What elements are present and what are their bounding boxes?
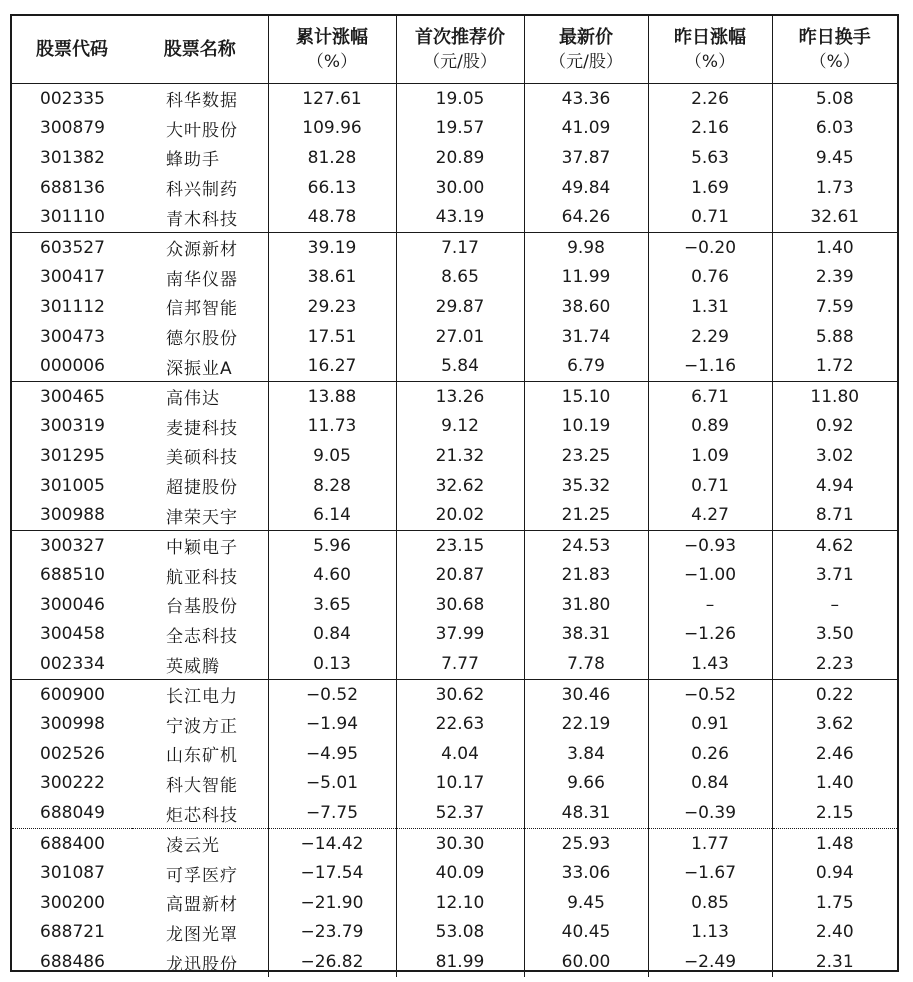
cell-yesterday-gain: 0.76 [648,263,772,293]
cell-yesterday-gain: −0.52 [648,679,772,709]
cell-stock-code: 002335 [40,88,105,109]
cell-cumulative-gain: 127.61 [268,84,396,114]
cell-cumulative-gain: 81.28 [268,143,396,173]
header-label: 昨日涨幅 [674,26,746,48]
cell-first-recommend-price: 22.63 [396,709,524,739]
cell-yesterday-gain: 0.89 [648,412,772,442]
cell-yesterday-turnover: 1.40 [772,769,897,799]
cell-latest-price: 41.09 [524,114,648,144]
header-stock-code [12,16,132,84]
cell-yesterday-turnover: 3.62 [772,709,897,739]
cell-stock-code: 301382 [40,147,105,168]
cell-yesterday-gain: 1.09 [648,441,772,471]
cell-latest-price: 35.32 [524,471,648,501]
cell-first-recommend-price: 32.62 [396,471,524,501]
cell-yesterday-turnover: 1.75 [772,888,897,918]
cell-stock-name: 信邦智能 [166,299,238,320]
cell-first-recommend-price: 21.32 [396,441,524,471]
cell-yesterday-turnover: 2.31 [772,947,897,977]
cell-cumulative-gain: 0.13 [268,649,396,679]
cell-stock-code: 300319 [40,416,105,437]
cell-yesterday-gain: 4.27 [648,500,772,530]
cell-stock-code: 688721 [40,922,105,943]
cell-cumulative-gain: 8.28 [268,471,396,501]
cell-yesterday-turnover: 32.61 [772,202,897,232]
cell-stock-name: 德尔股份 [166,329,238,350]
cell-latest-price: 11.99 [524,263,648,293]
table-row [12,530,897,560]
cell-latest-price: 3.84 [524,739,648,769]
cell-yesterday-turnover: 2.39 [772,263,897,293]
cell-first-recommend-price: 19.57 [396,114,524,144]
table-row [12,798,897,828]
cell-stock-code: 301112 [40,296,105,317]
cell-yesterday-turnover: 1.40 [772,232,897,262]
table-row [12,769,897,799]
cell-cumulative-gain: −21.90 [268,888,396,918]
cell-stock-code: 301110 [40,207,105,228]
cell-yesterday-turnover: 1.48 [772,828,897,858]
cell-latest-price: 23.25 [524,441,648,471]
cell-cumulative-gain: 48.78 [268,202,396,232]
cell-stock-code: 002526 [40,743,105,764]
cell-yesterday-turnover: 3.02 [772,441,897,471]
header-unit: （%） [809,51,860,72]
cell-stock-code: 300046 [40,594,105,615]
table-row [12,143,897,173]
cell-stock-code: 300879 [40,118,105,139]
cell-stock-name: 科兴制药 [166,180,238,201]
cell-yesterday-gain: −1.00 [648,561,772,591]
cell-first-recommend-price: 20.87 [396,561,524,591]
stock-table [12,16,897,977]
cell-yesterday-gain: 0.84 [648,769,772,799]
cell-stock-name: 航亚科技 [166,567,238,588]
table-row [12,173,897,203]
cell-stock-code: 301295 [40,445,105,466]
cell-yesterday-gain: 0.91 [648,709,772,739]
cell-latest-price: 15.10 [524,381,648,411]
header-unit: （%） [306,51,358,72]
header-label: 股票代码 [36,38,108,60]
cell-yesterday-turnover: 6.03 [772,114,897,144]
table-row [12,561,897,591]
header-label: 股票名称 [163,38,236,60]
cell-yesterday-turnover: 5.08 [772,84,897,114]
cell-yesterday-turnover: 3.50 [772,620,897,650]
table-row [12,918,897,948]
cell-latest-price: 6.79 [524,351,648,381]
table-row [12,322,897,352]
cell-first-recommend-price: 43.19 [396,202,524,232]
cell-latest-price: 7.78 [524,649,648,679]
cell-yesterday-gain: 0.71 [648,471,772,501]
cell-first-recommend-price: 5.84 [396,351,524,381]
table-row [12,84,897,114]
cell-yesterday-turnover: 4.94 [772,471,897,501]
cell-cumulative-gain: −17.54 [268,858,396,888]
cell-latest-price: 38.60 [524,292,648,322]
cell-yesterday-gain: 2.26 [648,84,772,114]
cell-stock-code: 301087 [40,863,105,884]
header-label: 最新价 [559,26,613,48]
cell-cumulative-gain: 16.27 [268,351,396,381]
cell-first-recommend-price: 30.30 [396,828,524,858]
cell-latest-price: 21.25 [524,500,648,530]
cell-cumulative-gain: −7.75 [268,798,396,828]
cell-yesterday-turnover: 1.73 [772,173,897,203]
cell-yesterday-gain: −0.20 [648,232,772,262]
cell-stock-code: 300222 [40,773,105,794]
cell-stock-name: 山东矿机 [166,746,238,767]
cell-latest-price: 9.45 [524,888,648,918]
cell-stock-name: 长江电力 [132,679,268,709]
cell-latest-price: 22.19 [524,709,648,739]
cell-yesterday-turnover: 2.23 [772,649,897,679]
table-row [12,351,897,381]
cell-first-recommend-price: 30.62 [396,679,524,709]
cell-cumulative-gain: 66.13 [268,173,396,203]
cell-first-recommend-price: 7.17 [396,232,524,262]
cell-yesterday-gain: 0.26 [648,739,772,769]
cell-cumulative-gain: 109.96 [268,114,396,144]
cell-stock-name: 炬芯科技 [166,805,238,826]
table-row [12,649,897,679]
cell-latest-price: 31.80 [524,590,648,620]
cell-latest-price: 48.31 [524,798,648,828]
cell-stock-code: 000006 [40,356,105,377]
table-row [12,739,897,769]
cell-stock-code: 688486 [40,952,105,973]
cell-yesterday-turnover: 8.71 [772,500,897,530]
cell-first-recommend-price: 29.87 [396,292,524,322]
cell-stock-name: 麦捷科技 [166,418,238,439]
header-latest-price [524,16,648,84]
cell-stock-name: 可孚医疗 [166,865,238,886]
cell-first-recommend-price: 37.99 [396,620,524,650]
cell-latest-price: 24.53 [524,530,648,560]
cell-latest-price: 9.66 [524,769,648,799]
cell-cumulative-gain: −23.79 [268,918,396,948]
cell-yesterday-turnover: 2.15 [772,798,897,828]
cell-yesterday-turnover: 4.62 [772,530,897,560]
table-row [12,202,897,232]
table-row [12,292,897,322]
table-row [12,709,897,739]
cell-first-recommend-price: 81.99 [396,947,524,977]
header-label: 首次推荐价 [415,26,505,48]
cell-cumulative-gain: 29.23 [268,292,396,322]
cell-stock-code: 688136 [40,177,105,198]
table-body [12,84,897,977]
cell-yesterday-gain: −2.49 [648,947,772,977]
cell-cumulative-gain: 38.61 [268,263,396,293]
header-unit: （元/股） [549,51,623,72]
cell-yesterday-turnover: 2.40 [772,918,897,948]
cell-first-recommend-price: 4.04 [396,739,524,769]
cell-stock-code: 603527 [12,232,132,262]
cell-stock-name: 科大智能 [166,775,238,796]
cell-first-recommend-price: 30.00 [396,173,524,203]
cell-stock-name: 深振业A [166,358,233,379]
cell-yesterday-gain: 1.31 [648,292,772,322]
cell-stock-name: 高盟新材 [166,895,238,916]
cell-yesterday-gain: −0.39 [648,798,772,828]
cell-stock-name: 青木科技 [166,209,238,230]
cell-latest-price: 38.31 [524,620,648,650]
cell-yesterday-gain: 1.69 [648,173,772,203]
header-label: 累计涨幅 [296,26,368,48]
cell-first-recommend-price: 8.65 [396,263,524,293]
cell-yesterday-gain: 1.13 [648,918,772,948]
cell-latest-price: 49.84 [524,173,648,203]
cell-yesterday-gain: 2.29 [648,322,772,352]
table-row [12,947,897,977]
cell-first-recommend-price: 7.77 [396,649,524,679]
cell-yesterday-gain: −0.93 [648,530,772,560]
cell-stock-name: 中颖电子 [132,530,268,560]
table-header-row [12,16,897,84]
cell-cumulative-gain: −26.82 [268,947,396,977]
cell-first-recommend-price: 23.15 [396,530,524,560]
table-row [12,381,897,411]
cell-yesterday-gain: −1.26 [648,620,772,650]
cell-yesterday-turnover: 7.59 [772,292,897,322]
cell-yesterday-gain: 1.77 [648,828,772,858]
cell-yesterday-turnover: 2.46 [772,739,897,769]
cell-cumulative-gain: 39.19 [268,232,396,262]
table-row [12,620,897,650]
cell-stock-name: 超捷股份 [166,478,238,499]
cell-stock-code: 688400 [12,828,132,858]
cell-stock-code: 300458 [40,624,105,645]
cell-yesterday-gain: 0.85 [648,888,772,918]
cell-yesterday-gain: 2.16 [648,114,772,144]
header-yesterday-gain [648,16,772,84]
table-row [12,471,897,501]
cell-cumulative-gain: −4.95 [268,739,396,769]
cell-cumulative-gain: 17.51 [268,322,396,352]
cell-cumulative-gain: −14.42 [268,828,396,858]
cell-stock-code: 600900 [12,679,132,709]
cell-yesterday-gain: 0.71 [648,202,772,232]
cell-stock-name: 英威腾 [166,656,220,677]
cell-latest-price: 37.87 [524,143,648,173]
cell-stock-code: 688510 [40,565,105,586]
table-row [12,828,897,858]
cell-first-recommend-price: 10.17 [396,769,524,799]
cell-latest-price: 33.06 [524,858,648,888]
cell-stock-name: 龙迅股份 [166,954,238,975]
cell-latest-price: 9.98 [524,232,648,262]
cell-yesterday-gain: 6.71 [648,381,772,411]
cell-stock-name: 凌云光 [132,828,268,858]
cell-stock-name: 全志科技 [166,626,238,647]
cell-cumulative-gain: 0.84 [268,620,396,650]
cell-yesterday-turnover: 11.80 [772,381,897,411]
cell-cumulative-gain: 3.65 [268,590,396,620]
table-row [12,679,897,709]
cell-stock-name: 科华数据 [166,91,238,112]
cell-yesterday-turnover: 5.88 [772,322,897,352]
cell-latest-price: 40.45 [524,918,648,948]
cell-cumulative-gain: 6.14 [268,500,396,530]
table-row [12,888,897,918]
cell-stock-code: 002334 [40,654,105,675]
cell-stock-name: 大叶股份 [166,120,238,141]
cell-yesterday-turnover: 0.22 [772,679,897,709]
header-cumulative-gain [268,16,396,84]
cell-stock-code: 688049 [40,803,105,824]
cell-first-recommend-price: 19.05 [396,84,524,114]
cell-stock-name: 蜂助手 [166,150,220,171]
cell-cumulative-gain: −1.94 [268,709,396,739]
cell-stock-name: 美硕科技 [166,448,238,469]
cell-first-recommend-price: 13.26 [396,381,524,411]
cell-yesterday-gain: – [648,590,772,620]
cell-latest-price: 31.74 [524,322,648,352]
table-row [12,412,897,442]
cell-stock-name: 台基股份 [166,597,238,618]
cell-first-recommend-price: 40.09 [396,858,524,888]
table-row [12,500,897,530]
cell-stock-code: 300473 [40,326,105,347]
cell-first-recommend-price: 20.02 [396,500,524,530]
cell-yesterday-turnover: 0.92 [772,412,897,442]
cell-yesterday-gain: 1.43 [648,649,772,679]
table-row [12,114,897,144]
cell-stock-name: 南华仪器 [166,269,238,290]
header-label: 昨日换手 [798,26,871,48]
table-row [12,232,897,262]
cell-stock-code: 300200 [40,892,105,913]
cell-cumulative-gain: 11.73 [268,412,396,442]
cell-cumulative-gain: −0.52 [268,679,396,709]
cell-yesterday-gain: −1.16 [648,351,772,381]
cell-yesterday-turnover: 9.45 [772,143,897,173]
cell-first-recommend-price: 12.10 [396,888,524,918]
cell-stock-name: 龙图光罩 [166,924,238,945]
cell-latest-price: 25.93 [524,828,648,858]
header-stock-name [132,16,268,84]
cell-latest-price: 60.00 [524,947,648,977]
cell-latest-price: 64.26 [524,202,648,232]
cell-cumulative-gain: 9.05 [268,441,396,471]
cell-yesterday-turnover: 0.94 [772,858,897,888]
cell-first-recommend-price: 30.68 [396,590,524,620]
cell-stock-name: 宁波方正 [166,716,238,737]
cell-yesterday-gain: 5.63 [648,143,772,173]
cell-cumulative-gain: 4.60 [268,561,396,591]
cell-first-recommend-price: 9.12 [396,412,524,442]
cell-stock-name: 众源新材 [132,232,268,262]
cell-yesterday-turnover: 1.72 [772,351,897,381]
cell-cumulative-gain: 5.96 [268,530,396,560]
cell-stock-code: 300327 [12,530,132,560]
cell-first-recommend-price: 53.08 [396,918,524,948]
header-unit: （元/股） [423,51,497,72]
cell-stock-code: 300998 [40,714,105,735]
table-row [12,441,897,471]
cell-stock-code: 300465 [12,381,132,411]
cell-cumulative-gain: 13.88 [268,381,396,411]
cell-yesterday-turnover: 3.71 [772,561,897,591]
cell-stock-code: 301005 [40,475,105,496]
cell-first-recommend-price: 20.89 [396,143,524,173]
cell-yesterday-turnover: – [772,590,897,620]
cell-first-recommend-price: 27.01 [396,322,524,352]
cell-stock-code: 300988 [40,505,105,526]
table-row [12,590,897,620]
cell-first-recommend-price: 52.37 [396,798,524,828]
cell-latest-price: 30.46 [524,679,648,709]
cell-stock-name: 津荣天宇 [166,507,238,528]
header-unit: （%） [684,51,736,72]
table-row [12,263,897,293]
cell-cumulative-gain: −5.01 [268,769,396,799]
cell-stock-name: 高伟达 [132,381,268,411]
cell-stock-code: 300417 [40,267,105,288]
header-yesterday-turnover [772,16,897,84]
cell-yesterday-gain: −1.67 [648,858,772,888]
cell-latest-price: 21.83 [524,561,648,591]
table-row [12,858,897,888]
header-first-recommend-price [396,16,524,84]
stock-table-frame [10,14,899,975]
cell-latest-price: 10.19 [524,412,648,442]
cell-latest-price: 43.36 [524,84,648,114]
